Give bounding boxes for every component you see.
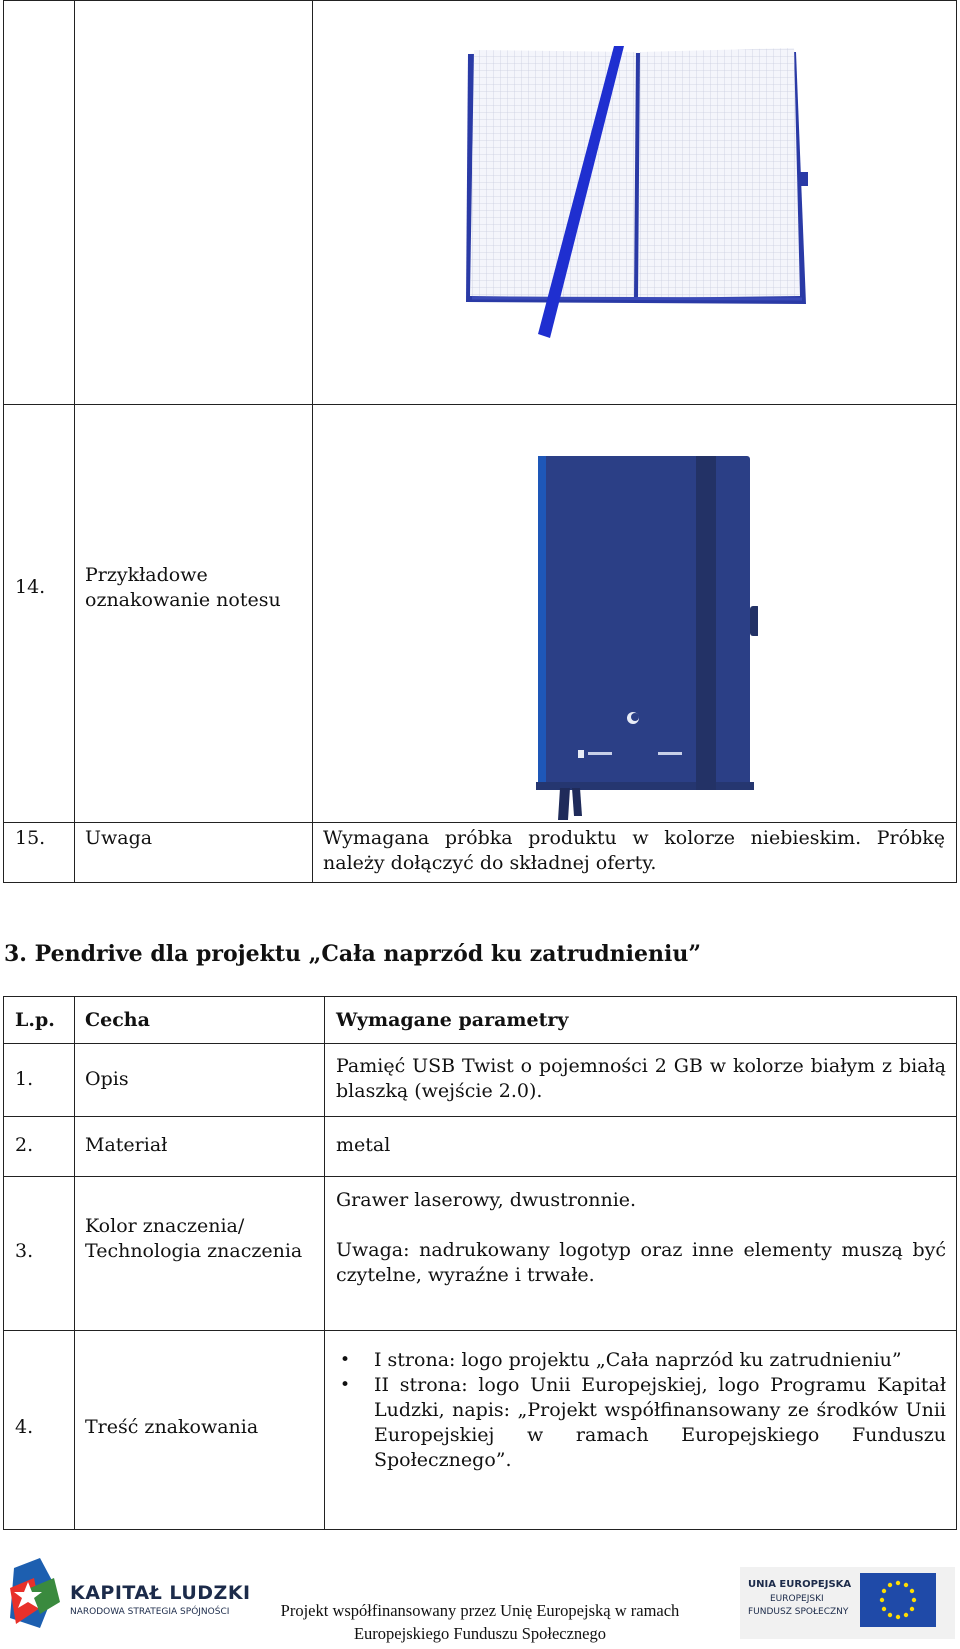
row-3-value-line1: Grawer laserowy, dwustronnie. [336, 1189, 637, 1211]
kapital-ludzki-title: KAPITAŁ LUDZKI [70, 1582, 251, 1604]
eu-flag-icon [860, 1573, 936, 1627]
top-table [3, 0, 957, 883]
pendrive-table [3, 996, 957, 1530]
row-1-feature: Opis [85, 1068, 129, 1090]
section-heading: 3. Pendrive dla projektu „Cała naprzód ku zatrudnieniu” [4, 941, 702, 967]
row-3-feature: Kolor znaczenia/ Technologia znaczenia [85, 1215, 303, 1262]
eu-logo [740, 1567, 955, 1639]
footer [0, 1555, 960, 1649]
row-14-feature: Przykładowe oznakowanie notesu [85, 564, 281, 611]
row-14-number: 14. [15, 576, 46, 598]
footer-text-line1: Projekt współfinansowany przez Unię Europejską w ramach [280, 1601, 680, 1620]
footer-text-line2: Europejskiego Funduszu Społecznego [353, 1624, 607, 1643]
row-2-feature: Materiał [85, 1134, 168, 1156]
closed-notebook-image [528, 450, 758, 820]
kapital-ludzki-subtitle: NARODOWA STRATEGIA SPÓJNOŚCI [70, 1607, 230, 1617]
bullet-item: • I strona: logo projektu „Cała naprzód ku zatrudnieniu” [374, 1348, 946, 1373]
eu-logo-line2: EUROPEJSKI [770, 1594, 824, 1604]
row-2-number: 2. [15, 1134, 34, 1156]
row-1-value: Pamięć USB Twist o pojemności 2 GB w kolorze białym z białą blaszką (wejście 2.0). [336, 1055, 946, 1102]
bullet-item: • II strona: logo Unii Europejskiej, logo Programu Kapitał Ludzki, napis: „Projekt współfinansowany ze środków Unii Europejskiej w ramach Europejskiego Funduszu Społecznego”. [374, 1373, 946, 1473]
header-parameters: Wymagane parametry [336, 1009, 569, 1031]
row-4-feature: Treść znakowania [85, 1416, 259, 1438]
header-cecha: Cecha [85, 1009, 150, 1031]
row-15-feature: Uwaga [85, 827, 153, 849]
open-notebook-image [458, 42, 818, 342]
row-4-number: 4. [15, 1416, 34, 1438]
row-3-value-line2: Uwaga: nadrukowany logotyp oraz inne elementy muszą być czytelne, wyraźne i trwałe. [336, 1239, 946, 1286]
header-lp: L.p. [15, 1009, 55, 1031]
row-4-bullet-list [340, 1348, 946, 1473]
eu-logo-line3: FUNDUSZ SPOŁECZNY [748, 1607, 849, 1617]
row-3-number: 3. [15, 1240, 34, 1262]
footer-text [270, 1599, 690, 1645]
row-2-value: metal [336, 1134, 391, 1156]
kapital-ludzki-logo [10, 1558, 250, 1630]
row-15-value: Wymagana próbka produktu w kolorze niebieskim. Próbkę należy dołączyć do składnej oferty. [323, 827, 945, 874]
eu-logo-line1: UNIA EUROPEJSKA [748, 1579, 852, 1590]
row-1-number: 1. [15, 1068, 34, 1090]
row-15-number: 15. [15, 827, 46, 849]
kapital-ludzki-emblem-icon [10, 1558, 62, 1630]
